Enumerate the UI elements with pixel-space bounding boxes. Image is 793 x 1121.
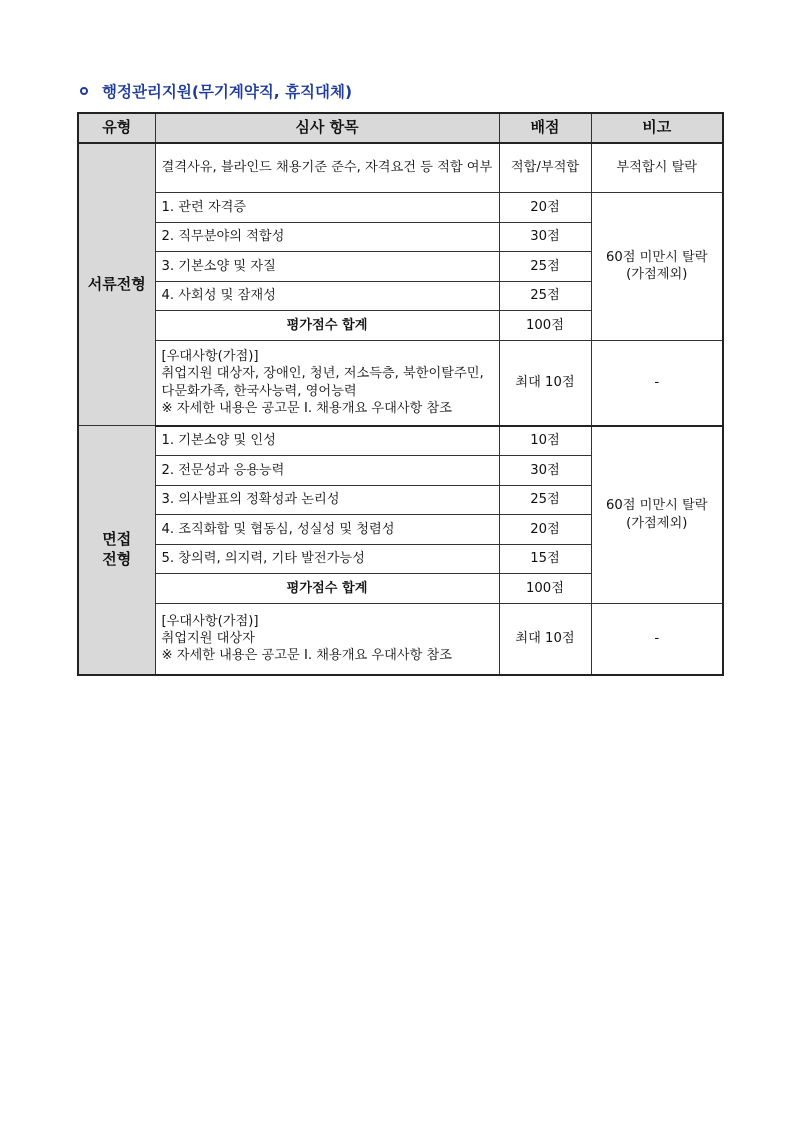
- total-score: 100점: [499, 311, 591, 341]
- table-row: [78, 426, 723, 456]
- bonus-line: [우대사항(가점)]: [161, 613, 259, 629]
- table-row: [78, 143, 723, 193]
- item-score: 20점: [499, 515, 591, 545]
- review-criteria-table: [77, 112, 724, 676]
- bonus-line: [우대사항(가점)]: [161, 349, 259, 365]
- bonus-score: 최대 10점: [499, 603, 591, 675]
- item-score: 15점: [499, 544, 591, 574]
- type-line: 전형: [102, 549, 132, 568]
- item-label: 1. 관련 자격증: [155, 193, 499, 223]
- bonus-note: -: [591, 340, 723, 426]
- item-score: 10점: [499, 426, 591, 456]
- item-score: 25점: [499, 485, 591, 515]
- item-label: 1. 기본소양 및 인성: [155, 426, 499, 456]
- bonus-note: -: [591, 603, 723, 675]
- bonus-score: 최대 10점: [499, 340, 591, 426]
- eligibility-note: 부적합시 탈락: [591, 143, 723, 193]
- item-label: 3. 기본소양 및 자질: [155, 252, 499, 282]
- bonus-description: [155, 603, 499, 675]
- item-label: 5. 창의력, 의지력, 기타 발전가능성: [155, 544, 499, 574]
- bonus-line: 취업지원 대상자, 장애인, 청년, 저소득층, 북한이탈주민, 다문화가족, 한국사능력, 영어능력: [161, 366, 484, 399]
- bonus-description: [155, 340, 499, 426]
- circle-bullet-icon: [80, 87, 88, 95]
- items-note: 60점 미만시 탈락(가점제외): [591, 193, 723, 341]
- type-line: 면접: [102, 530, 132, 549]
- table-row: [78, 603, 723, 675]
- section-heading: [80, 80, 352, 102]
- type-document-screening: 서류전형: [78, 143, 155, 426]
- table-row: [78, 340, 723, 426]
- bonus-line: ※ 자세한 내용은 공고문 Ⅰ. 채용개요 우대사항 참조: [161, 400, 453, 416]
- table-header-row: [78, 113, 723, 143]
- item-label: 3. 의사발표의 정확성과 논리성: [155, 485, 499, 515]
- eligibility-item: 결격사유, 블라인드 채용기준 준수, 자격요건 등 적합 여부: [155, 143, 499, 193]
- item-label: 4. 조직화합 및 협동심, 성실성 및 청렴성: [155, 515, 499, 545]
- table-row: [78, 193, 723, 223]
- eligibility-score: 적합/부적합: [499, 143, 591, 193]
- header-type: 유형: [78, 113, 155, 143]
- bonus-line: 취업지원 대상자: [161, 630, 255, 646]
- total-label: 평가점수 합계: [155, 311, 499, 341]
- item-score: 25점: [499, 281, 591, 311]
- item-score: 30점: [499, 222, 591, 252]
- type-interview: [78, 426, 155, 675]
- item-label: 2. 직무분야의 적합성: [155, 222, 499, 252]
- heading-title: 행정관리지원(무기계약직, 휴직대체): [102, 83, 353, 101]
- item-score: 20점: [499, 193, 591, 223]
- header-note: 비고: [591, 113, 723, 143]
- item-score: 25점: [499, 252, 591, 282]
- header-score: 배점: [499, 113, 591, 143]
- item-score: 30점: [499, 456, 591, 486]
- header-item: 심사 항목: [155, 113, 499, 143]
- bonus-line: ※ 자세한 내용은 공고문 Ⅰ. 채용개요 우대사항 참조: [161, 648, 453, 664]
- item-label: 4. 사회성 및 잠재성: [155, 281, 499, 311]
- total-score: 100점: [499, 574, 591, 604]
- items-note: 60점 미만시 탈락(가점제외): [591, 426, 723, 604]
- item-label: 2. 전문성과 응용능력: [155, 456, 499, 486]
- total-label: 평가점수 합계: [155, 574, 499, 604]
